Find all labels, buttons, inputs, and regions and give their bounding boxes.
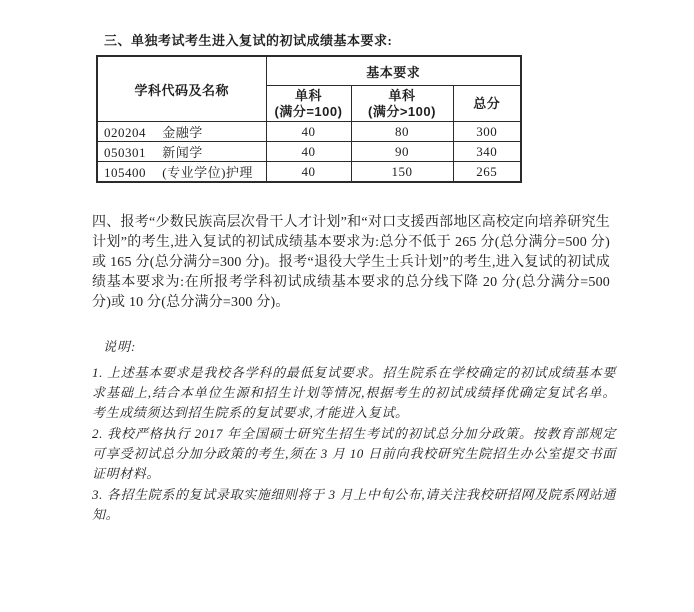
subject-code: 050301 — [104, 145, 146, 160]
score-cell: 40 — [266, 162, 351, 183]
notes-section — [92, 337, 616, 526]
section-3-heading: 三、单独考试考生进入复试的初试成绩基本要求: — [104, 33, 393, 48]
section-4-paragraph: 四、报考“少数民族高层次骨干人才计划”和“对口支援西部地区高校定向培养研究生计划”的考生,进入复试的初试成绩基本要求为:总分不低于 265 分(总分满分=500 分)或 165 分(总分满分=300 分)。报考“退役大学生士兵计划”的考生,进入复试的初试成绩基本要求为:在所报考学科初试成绩基本要求的总分线下降 20 分(总分满分=500 分)或 10 分(总分满分=300 分)。 — [92, 215, 610, 310]
table-row — [97, 122, 521, 142]
score-requirements-table — [96, 55, 522, 183]
table-header-subject: 学科代码及名称 — [97, 56, 266, 122]
subheader-label: 单科 — [294, 87, 322, 103]
score-cell: 340 — [453, 142, 521, 162]
subject-name: 新闻学 — [162, 145, 203, 160]
note-2: 2. 我校严格执行 2017 年全国硕士研究生招生考试的初试总分加分政策。按教育部规定可享受初试总分加分政策的考生,须在 3 月 10 日前向我校研究生院招生办公室提交书面证明材料。 — [92, 426, 616, 481]
notes-heading: 说明: — [103, 339, 137, 354]
subject-name: 金融学 — [162, 125, 203, 140]
note-1: 1. 上述基本要求是我校各学科的最低复试要求。招生院系在学校确定的初试成绩基本要求基础上,结合本单位生源和招生计划等情况,根据考生的初试成绩择优确定复试名单。考生成绩须达到招生院系的复试要求,才能进入复试。 — [92, 365, 616, 420]
subheader-label: 单科 — [388, 87, 416, 103]
subject-code: 105400 — [104, 165, 146, 180]
score-cell: 300 — [453, 122, 521, 142]
table-subheader-total — [453, 86, 521, 122]
table-header-row-1 — [97, 56, 521, 86]
subject-name: (专业学位)护理 — [162, 165, 253, 180]
table-subheader-single-over100 — [351, 86, 453, 122]
subheader-sublabel: (满分>100) — [368, 103, 436, 119]
subject-cell — [97, 122, 266, 142]
subheader-sublabel: (满分=100) — [274, 103, 343, 119]
subheader-label: 总分 — [473, 95, 501, 111]
score-cell: 80 — [351, 122, 453, 142]
score-cell: 150 — [351, 162, 453, 183]
subject-code: 020204 — [104, 125, 146, 140]
score-cell: 40 — [266, 122, 351, 142]
subject-cell — [97, 142, 266, 162]
subject-cell — [97, 162, 266, 183]
note-3: 3. 各招生院系的复试录取实施细则将于 3 月上中旬公布,请关注我校研招网及院系网站通知。 — [92, 487, 616, 522]
table-row — [97, 142, 521, 162]
score-cell: 265 — [453, 162, 521, 183]
score-cell: 90 — [351, 142, 453, 162]
table-row — [97, 162, 521, 183]
score-cell: 40 — [266, 142, 351, 162]
table-header-basic-requirements: 基本要求 — [266, 56, 521, 86]
table-subheader-single-full100 — [266, 86, 351, 122]
